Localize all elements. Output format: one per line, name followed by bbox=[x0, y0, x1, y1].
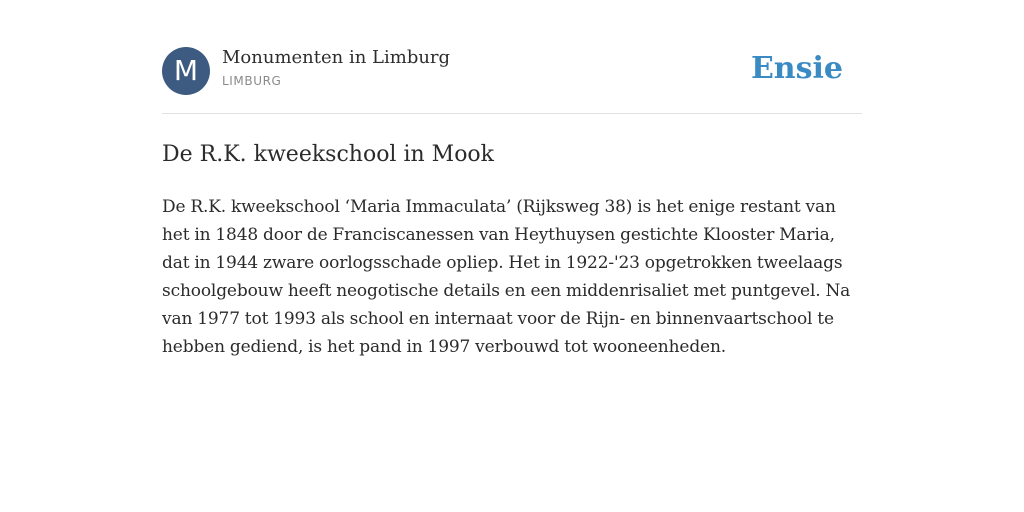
source-title[interactable]: Monumenten in Limburg bbox=[222, 47, 451, 68]
source-avatar[interactable]: M bbox=[162, 47, 210, 95]
entry-title: De R.K. kweekschool in Mook bbox=[162, 142, 495, 167]
entry-body: De R.K. kweekschool ‘Maria Immaculata’ (Rijksweg 38) is het enige restant van het in 1848 door de Franciscanessen van Heythuysen gestichte Klooster Maria, dat in 1944 zware oorlogsschade opliep. Het in 1922-'23 opgetrokken tweelaags schoolgebouw heeft neogotische details en een middenrisaliet met puntgevel. Na van 1977 tot 1993 als school en internaat voor de Rijn- en binnenvaartschool te hebben gediend, is het pand in 1997 verbouwd tot wooneenheden. bbox=[162, 197, 851, 357]
entry-header bbox=[162, 0, 862, 114]
entry-card bbox=[162, 0, 862, 361]
source-info bbox=[222, 47, 450, 88]
source-subtitle: LIMBURG bbox=[222, 74, 282, 88]
brand-logo[interactable]: Ensie bbox=[750, 51, 843, 86]
